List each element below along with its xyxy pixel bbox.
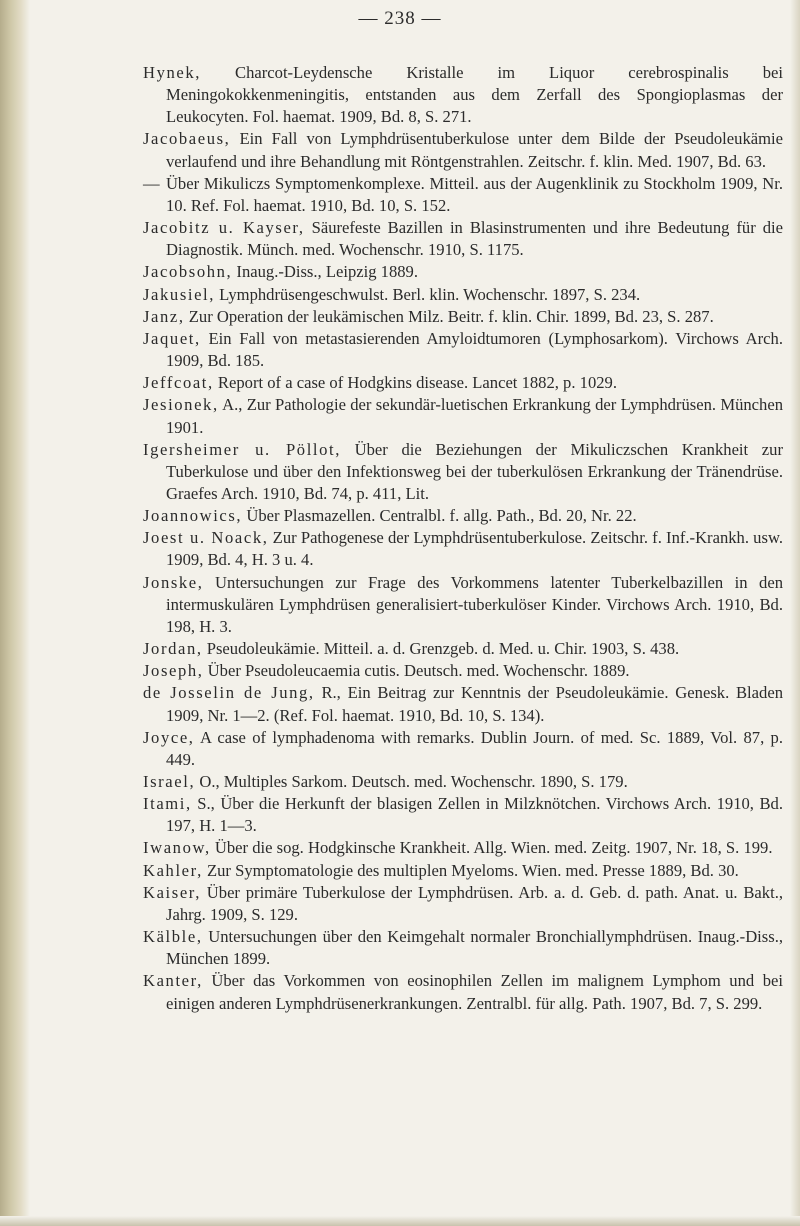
entry-author: Jacobaeus,: [143, 129, 231, 149]
bibliography-entry: [143, 394, 783, 438]
entry-citation: Lymphdrüsengeschwulst. Berl. klin. Wochenschr. 1897, S. 234.: [215, 284, 641, 304]
bibliography-entry: [143, 261, 783, 283]
bibliography-entry: [143, 572, 783, 638]
entry-citation: A case of lymphadenoma with remarks. Dublin Journ. of med. Sc. 1889, Vol. 87, p. 449.: [166, 727, 783, 769]
entry-citation: O., Multiples Sarkom. Deutsch. med. Wochenschr. 1890, S. 179.: [195, 772, 628, 791]
bibliography-entry: [143, 882, 783, 926]
entry-citation: Über das Vorkommen von eosinophilen Zellen im malignem Lymphom und bei einigen anderen Lymphdrüsenerkrankungen. Zentralbl. für allg. Path. 1907, Bd. 7, S. 299.: [166, 971, 783, 1013]
bibliography-entry: [143, 926, 783, 970]
entry-author: Israel,: [143, 772, 196, 791]
entry-citation: Zur Symptomatologie des multiplen Myeloms. Wien. med. Presse 1889, Bd. 30.: [202, 860, 739, 880]
page-right-edge: [790, 0, 800, 1226]
entry-author: Kahler,: [143, 860, 203, 880]
bibliography-entry: [143, 328, 783, 372]
bibliography-entry: [143, 173, 783, 217]
entry-citation: Über Plasmazellen. Centralbl. f. allg. Path., Bd. 20, Nr. 22.: [242, 506, 637, 526]
bibliography-entry: [143, 970, 783, 1014]
entry-citation: R., Ein Beitrag zur Kenntnis der Pseudoleukämie. Genesk. Bladen 1909, Nr. 1—2. (Ref. Fol. haemat. 1910, Bd. 10, S. 134).: [166, 683, 783, 725]
entry-citation: Ein Fall von metastasierenden Amyloidtumoren (Lymphosarkom). Virchows Arch. 1909, Bd. 185.: [166, 328, 783, 371]
bibliography-entry: [143, 505, 783, 527]
entry-author: Kanter,: [143, 971, 203, 991]
entry-author: Kälble,: [143, 927, 203, 947]
entry-author: Jakusiel,: [143, 284, 216, 304]
page-binding-edge: [0, 0, 30, 1226]
entry-author: Jacobitz u. Kayser,: [143, 218, 305, 238]
entry-citation: Untersuchungen zur Frage des Vorkommens latenter Tuberkelbazillen in den intermuskulären Lymphdrüsen generalisiert-tuberkulöser Kinder. Virchows Arch. 1910, Bd. 198, H. 3.: [166, 572, 783, 636]
entry-citation: Über die sog. Hodgkinsche Krankheit. Allg. Wien. med. Zeitg. 1907, Nr. 18, S. 199.: [210, 838, 773, 858]
entry-author: Joannowics,: [143, 506, 243, 526]
bibliography-entry: [143, 727, 783, 771]
entry-author: Kaiser,: [143, 882, 201, 902]
entry-citation: Inaug.-Diss., Leipzig 1889.: [232, 262, 419, 282]
entry-author: Hynek,: [143, 63, 201, 82]
bibliography-list: [143, 62, 783, 1015]
entry-citation: S., Über die Herkunft der blasigen Zellen in Milzknötchen. Virchows Arch. 1910, Bd. 197, H. 1—3.: [166, 794, 783, 836]
bibliography-entry: [143, 793, 783, 837]
bibliography-entry: [143, 372, 783, 394]
entry-author: Joest u. Noack,: [143, 528, 269, 548]
entry-author: Igersheimer u. Pöllot,: [143, 439, 341, 459]
entry-citation: Über Pseudoleucaemia cutis. Deutsch. med. Wochenschr. 1889.: [203, 661, 630, 681]
entry-author: Jaquet,: [143, 328, 201, 348]
bibliography-entry: [143, 128, 783, 172]
bibliography-entry: [143, 860, 783, 882]
entry-author: Jonske,: [143, 572, 204, 592]
bibliography-entry: [143, 771, 783, 793]
entry-author: Jacobsohn,: [143, 262, 233, 282]
bibliography-entry: [143, 217, 783, 261]
bibliography-entry: [143, 306, 783, 328]
entry-citation: Zur Pathogenese der Lymphdrüsentuberkulose. Zeitschr. f. Inf.-Krankh. usw. 1909, Bd. 4, H. 3 u. 4.: [166, 528, 783, 570]
entry-author: Jeffcoat,: [143, 373, 214, 393]
entry-citation: Charcot-Leydensche Kristalle im Liquor cerebrospinalis bei Meningokokkenmeningitis, entstanden aus dem Zerfall des Spongioplasmas der Leukocyten. Fol. haemat. 1909, Bd. 8, S. 271.: [166, 63, 783, 127]
entry-author: Janz,: [143, 306, 185, 326]
entry-citation: Über primäre Tuberkulose der Lymphdrüsen. Arb. a. d. Geb. d. path. Anat. u. Bakt., Jahrg. 1909, S. 129.: [166, 882, 783, 924]
bibliography-entry: [143, 638, 783, 660]
bibliography-entry: [143, 527, 783, 571]
entry-author: Jesionek,: [143, 395, 219, 415]
bibliography-entry: [143, 837, 783, 859]
entry-citation: Zur Operation der leukämischen Milz. Beitr. f. klin. Chir. 1899, Bd. 23, S. 287.: [184, 306, 714, 326]
entry-author: —: [143, 173, 162, 193]
bibliography-entry: [143, 62, 783, 128]
page-bottom-edge: [0, 1216, 800, 1226]
bibliography-entry: [143, 439, 783, 505]
entry-citation: Pseudoleukämie. Mitteil. a. d. Grenzgeb. d. Med. u. Chir. 1903, S. 438.: [202, 639, 680, 659]
entry-citation: Ein Fall von Lymphdrüsentuberkulose unter dem Bilde der Pseudoleukämie verlaufend und ihre Behandlung mit Röntgenstrahlen. Zeitschr. f. klin. Med. 1907, Bd. 63.: [166, 129, 783, 171]
page-number: — 238 —: [358, 8, 442, 29]
bibliography-entry: [143, 284, 783, 306]
entry-citation: A., Zur Pathologie der sekundär-luetischen Erkrankung der Lymphdrüsen. München 1901.: [166, 395, 783, 437]
entry-author: de Josselin de Jung,: [143, 683, 315, 703]
entry-author: Iwanow,: [143, 838, 211, 858]
bibliography-entry: [143, 682, 783, 726]
entry-citation: Untersuchungen über den Keimgehalt normaler Bronchiallymphdrüsen. Inaug.-Diss., München 1899.: [166, 927, 783, 969]
entry-author: Joyce,: [143, 727, 195, 747]
entry-citation: Report of a case of Hodgkins disease. Lancet 1882, p. 1029.: [213, 373, 617, 393]
entry-citation: Über die Beziehungen der Mikuliczschen Krankheit zur Tuberkulose und über den Infektionsweg bei der tuberkulösen Erkrankung der Tränendrüse. Graefes Arch. 1910, Bd. 74, p. 411, Lit.: [166, 439, 783, 503]
entry-author: Joseph,: [143, 661, 204, 681]
entry-author: Jordan,: [143, 639, 203, 659]
entry-citation: Säurefeste Bazillen in Blasinstrumenten und ihre Bedeutung für die Diagnostik. Münch. med. Wochenschr. 1910, S. 1175.: [166, 218, 783, 260]
bibliography-entry: [143, 660, 783, 682]
entry-author: Itami,: [143, 794, 192, 814]
entry-citation: Über Mikuliczs Symptomenkomplexe. Mitteil. aus der Augenklinik zu Stockholm 1909, Nr. 10. Ref. Fol. haemat. 1910, Bd. 10, S. 152.: [161, 173, 783, 215]
